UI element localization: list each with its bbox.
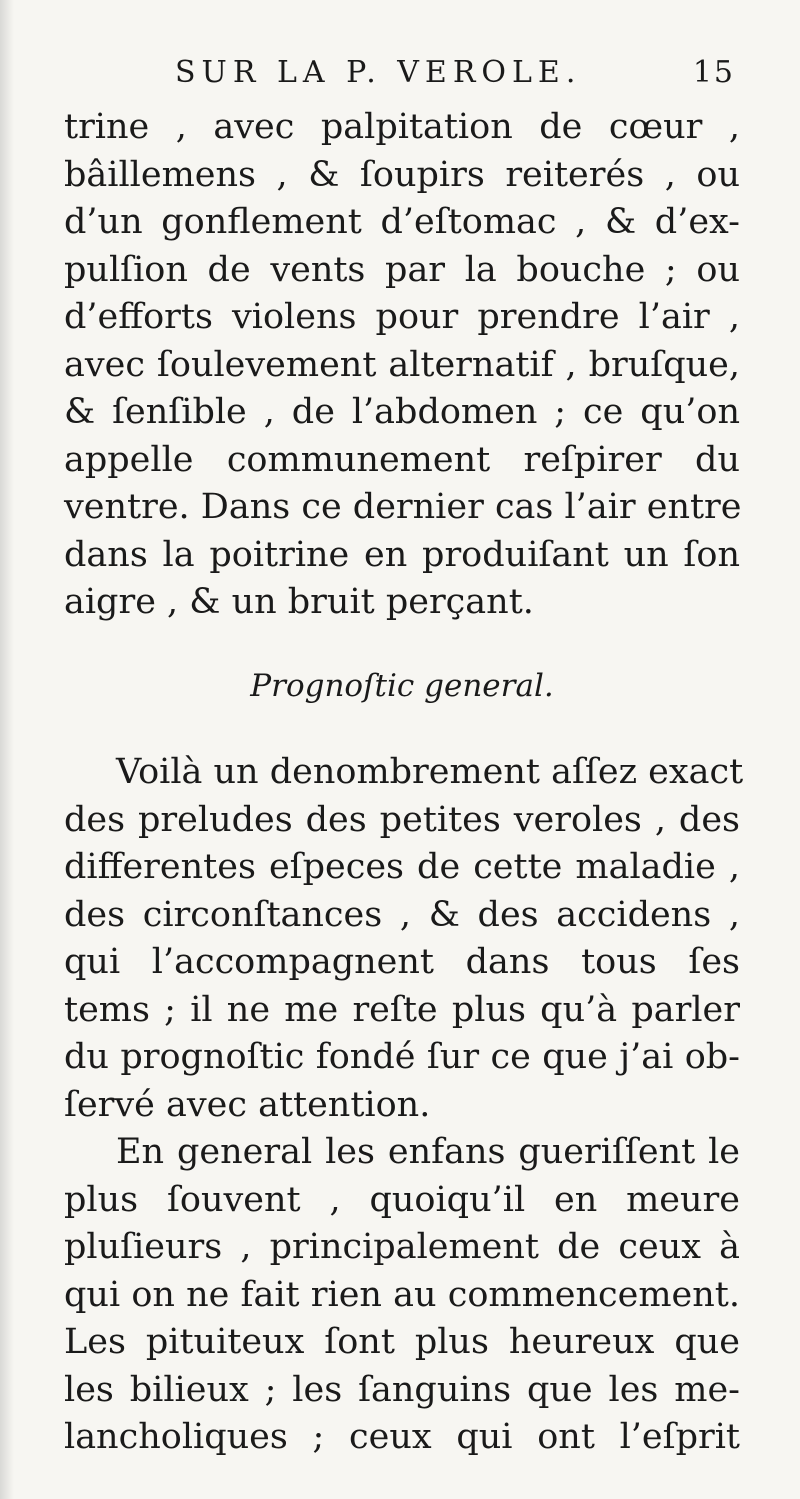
text-line: ventre. Dans ce dernier cas l’air entre [64,487,742,527]
section-heading: Prognoſtic general. [250,668,554,704]
text-line: plus ſouvent , quoiqu’il en meure [64,1179,740,1220]
text-line: du prognoſtic fondé ſur ce que j’ai ob- [64,1037,740,1077]
text-line: les bilieux ; les ſanguins que les me- [64,1369,740,1410]
page-number: 15 [692,55,735,90]
paragraph-continued [64,104,740,627]
text-line: avec ſoulevement alternatif , bruſque, [64,344,740,385]
text-line: d’efforts violens pour prendre l’air , [64,297,740,337]
text-line: trine , avec palpitation de cœur , [64,107,740,147]
text-line: Les pituiteux ſont plus heureux que [64,1322,740,1362]
text-line: pulſion de vents par la bouche ; ou [64,249,740,290]
text-line: qui l’accompagnent dans tous ſes [64,942,740,982]
text-line: aigre , & un bruit perçant. [64,582,534,622]
text-line: des preludes des petites veroles , des [64,799,740,840]
text-line: & ſenſible , de l’abdomen ; ce qu’on [64,392,740,432]
text-line: lancholiques ; ceux qui ont l’eſprit [64,1417,740,1457]
text-line: dans la poitrine en produiſant un ſon [64,534,740,575]
paragraph-group [64,749,744,1462]
page-header [175,55,735,100]
text-line: pluſieurs , principalement de ceux à [64,1227,740,1267]
text-line: tems ; il ne me reſte plus qu’à parler [64,989,740,1030]
text-line: differentes eſpeces de cette maladie , [64,847,740,887]
text-line: appelle communement reſpirer du [64,439,740,480]
text-line: En general les enfans gueriſſent le [116,1132,740,1172]
text-line: bâillemens , & ſoupirs reiterés , ou [64,154,740,195]
text-line: Voilà un denombrement aſſez exact [116,752,744,792]
text-line: qui on ne fait rien au commencement. [64,1274,740,1315]
running-title: SUR LA P. VEROLE. [175,55,582,90]
text-line: d’un gonflement d’eſtomac , & d’ex- [64,202,740,242]
text-line: ſervé avec attention. [64,1084,431,1125]
text-line: des circonſtances , & des accidens , [64,894,740,935]
